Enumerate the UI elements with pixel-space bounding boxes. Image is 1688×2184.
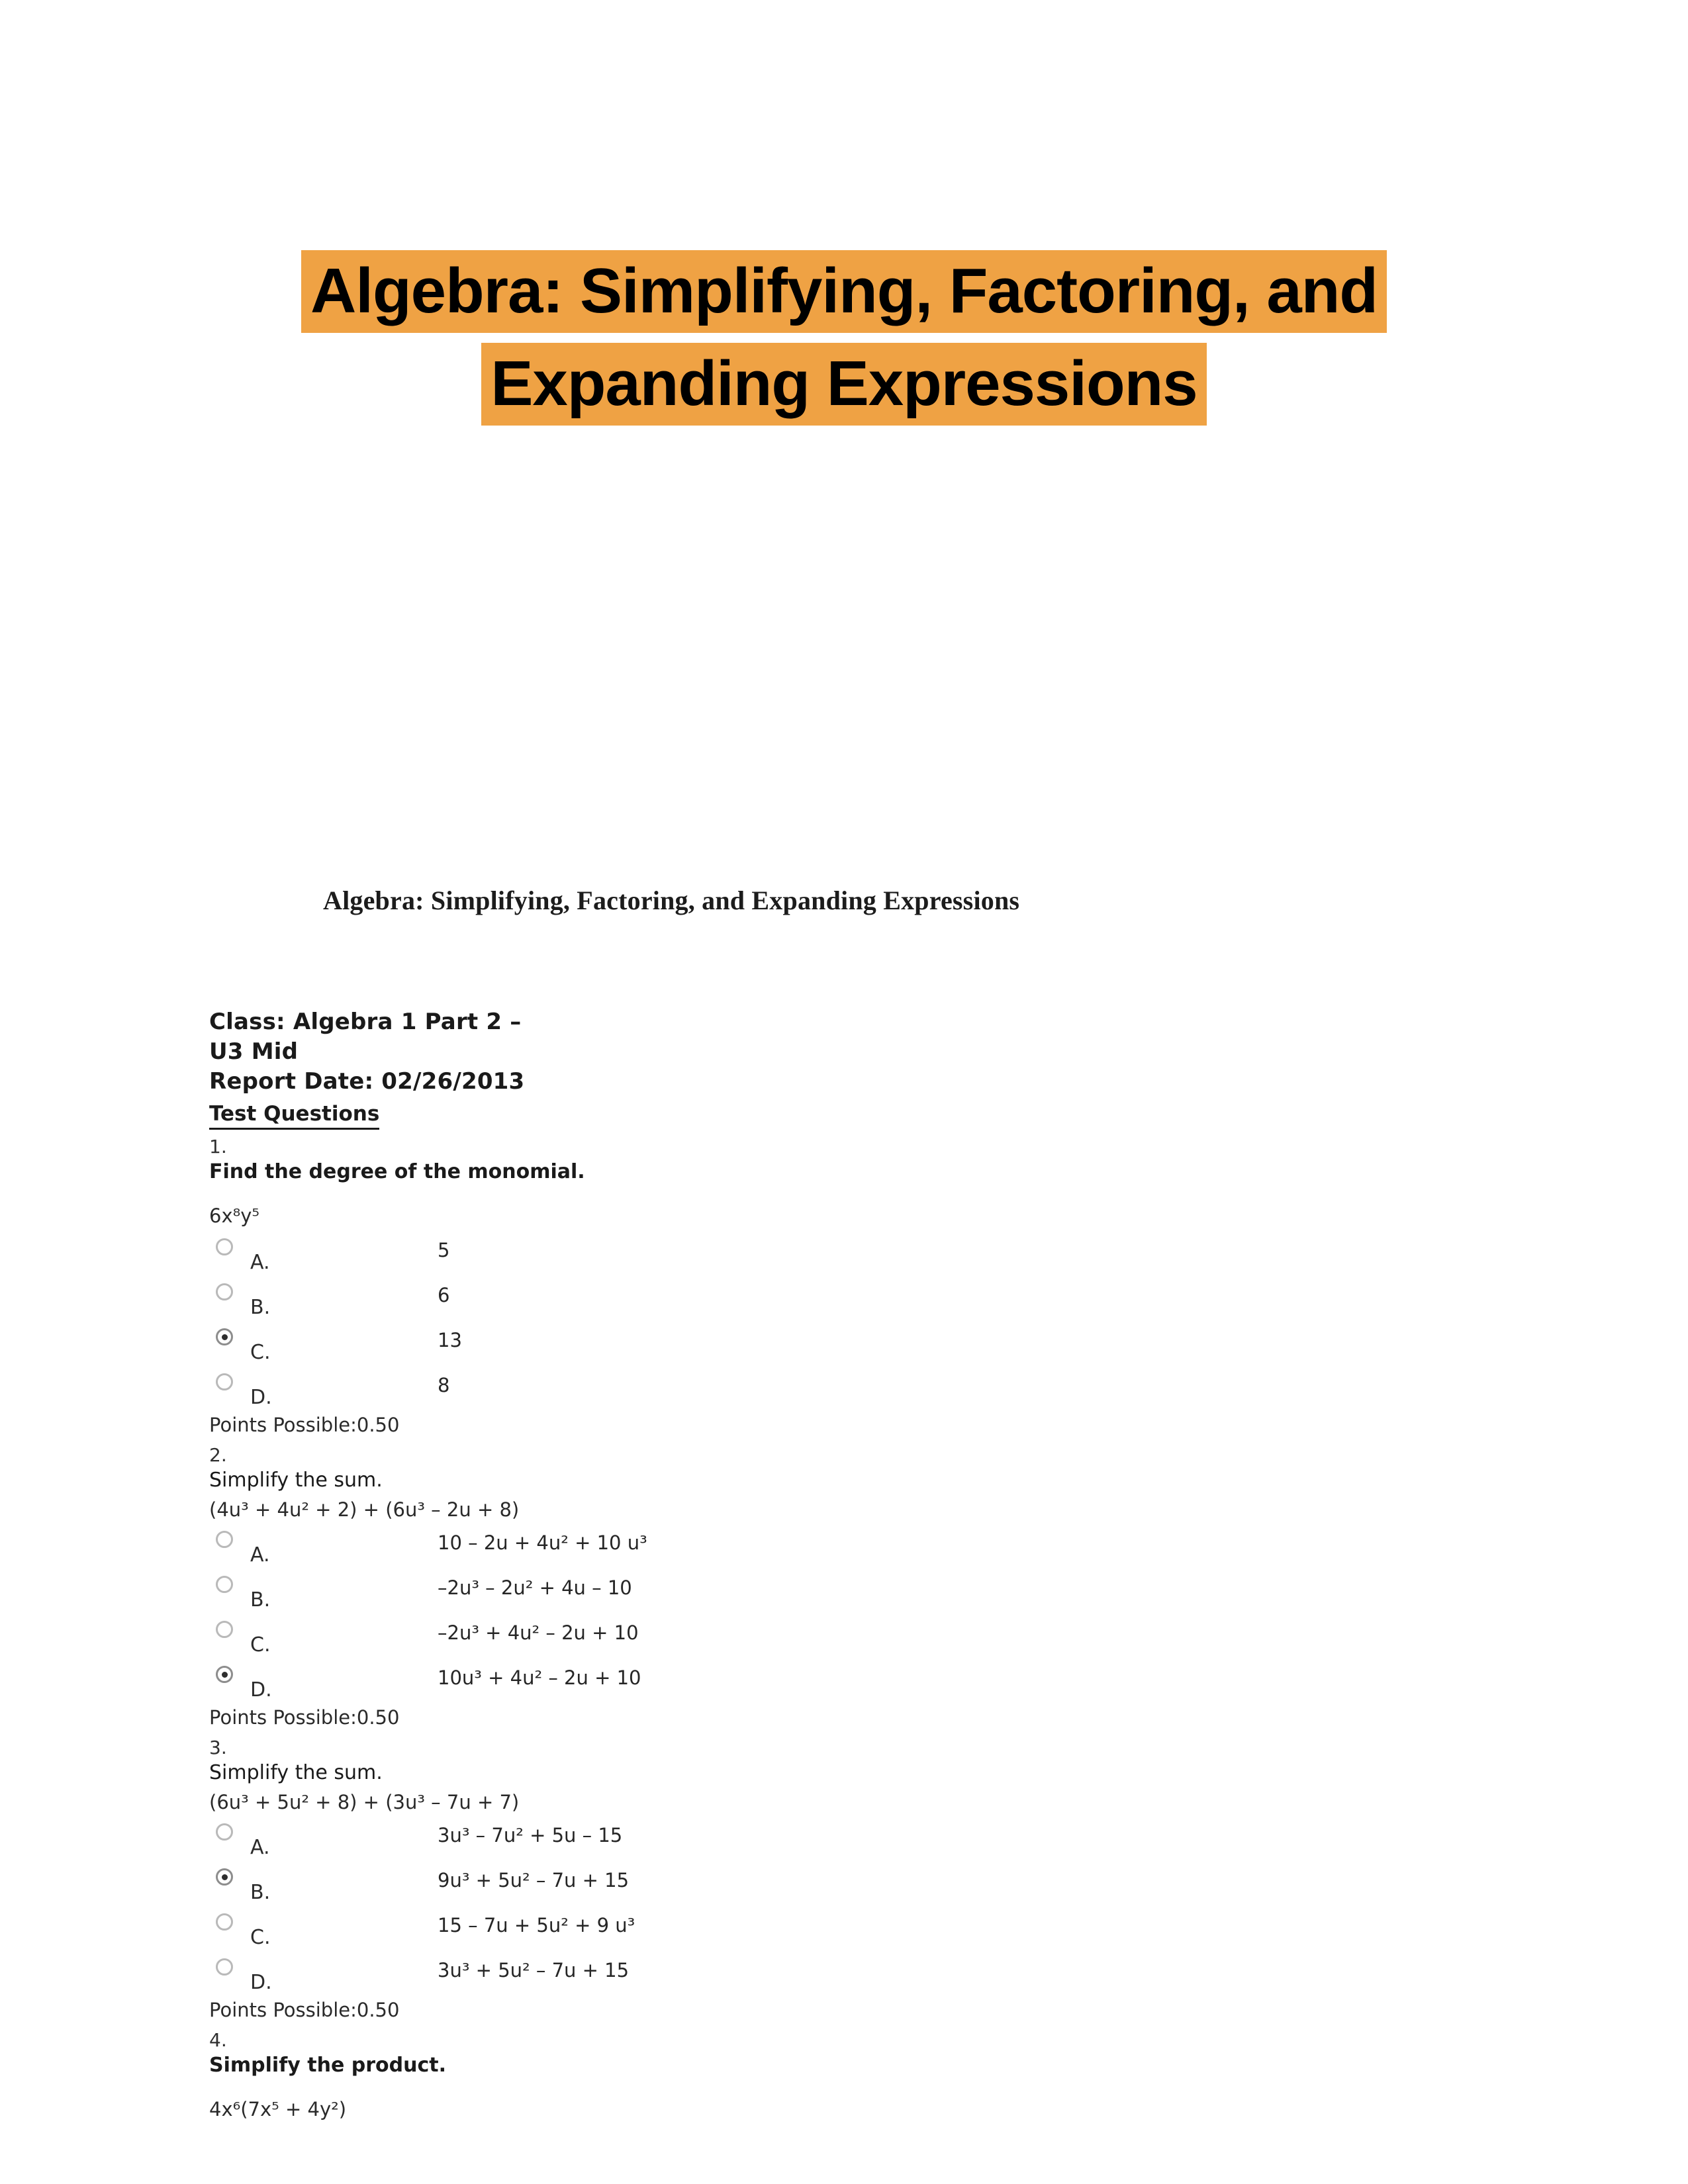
option-letter: A. (250, 1836, 270, 1859)
question-3-option-a[interactable] (209, 1818, 1467, 1863)
option-letter: B. (250, 1588, 271, 1612)
option-letter: A. (250, 1543, 270, 1567)
question-2-option-a[interactable] (209, 1525, 1467, 1570)
radio-button-icon[interactable] (216, 1238, 233, 1255)
question-1-option-a[interactable] (209, 1233, 1467, 1278)
report-date-line: Report Date: 02/26/2013 (209, 1068, 525, 1095)
question-1-option-d[interactable] (209, 1368, 1467, 1413)
document-heading: Algebra: Simplifying, Factoring, and Expanding Expressions (323, 886, 1020, 915)
radio-button-icon[interactable] (216, 1576, 233, 1593)
radio-button-selected-icon[interactable] (216, 1868, 233, 1886)
radio-button-icon[interactable] (216, 1913, 233, 1931)
radio-button-selected-icon[interactable] (216, 1666, 233, 1683)
radio-button-icon[interactable] (216, 1823, 233, 1841)
option-letter: C. (250, 1926, 271, 1949)
radio-button-icon[interactable] (216, 1531, 233, 1548)
question-2-expression: (4u³ + 4u² + 2) + (6u³ – 2u + 8) (209, 1498, 520, 1521)
option-value: 13 (438, 1329, 462, 1351)
option-value: 15 – 7u + 5u² + 9 u³ (438, 1914, 635, 1936)
option-letter: B. (250, 1881, 271, 1904)
question-3-option-b[interactable] (209, 1863, 1467, 1908)
class-line-2: U3 Mid (209, 1038, 299, 1065)
question-1 (209, 1135, 1467, 1438)
option-value: –2u³ + 4u² – 2u + 10 (438, 1621, 639, 1644)
question-2-points: Points Possible:0.50 (209, 1706, 400, 1729)
option-value: 6 (438, 1284, 450, 1306)
option-letter: C. (250, 1633, 271, 1657)
radio-button-selected-icon[interactable] (216, 1328, 233, 1345)
question-2-option-c[interactable] (209, 1615, 1467, 1661)
option-letter: D. (250, 1386, 272, 1409)
question-2 (209, 1443, 1467, 1731)
question-2-options (209, 1525, 1467, 1706)
question-3-number: 3. (209, 1737, 227, 1758)
question-4 (209, 2028, 1467, 2122)
option-letter: A. (250, 1251, 270, 1274)
question-2-number: 2. (209, 1444, 227, 1466)
question-4-expression: 4x⁶(7x⁵ + 4y²) (209, 2098, 347, 2120)
question-2-option-d[interactable] (209, 1661, 1467, 1706)
cover-title-line-1-text: Algebra: Simplifying, Factoring, and (301, 250, 1387, 333)
option-letter: B. (250, 1296, 271, 1319)
radio-button-icon[interactable] (216, 1283, 233, 1300)
question-2-option-b[interactable] (209, 1570, 1467, 1615)
document-body (209, 1007, 1467, 2126)
question-3-points: Points Possible:0.50 (209, 1999, 400, 2021)
question-1-expression: 6x⁸y⁵ (209, 1205, 260, 1227)
option-letter: D. (250, 1678, 272, 1702)
radio-button-icon[interactable] (216, 1958, 233, 1976)
option-letter: C. (250, 1341, 271, 1364)
test-questions-label: Test Questions (209, 1101, 379, 1130)
cover-title-line-1 (0, 245, 1688, 338)
option-letter: D. (250, 1971, 272, 1994)
question-3-option-d[interactable] (209, 1953, 1467, 1998)
radio-button-icon[interactable] (216, 1621, 233, 1638)
option-value: 8 (438, 1374, 450, 1396)
question-3-options (209, 1818, 1467, 1998)
question-1-options (209, 1233, 1467, 1413)
option-value: 3u³ – 7u² + 5u – 15 (438, 1824, 623, 1846)
option-value: 3u³ + 5u² – 7u + 15 (438, 1959, 630, 1981)
question-1-number: 1. (209, 1136, 227, 1158)
question-3-expression: (6u³ + 5u² + 8) + (3u³ – 7u + 7) (209, 1791, 520, 1813)
question-4-number: 4. (209, 2029, 227, 2051)
option-value: 10u³ + 4u² – 2u + 10 (438, 1666, 641, 1689)
question-1-prompt: Find the degree of the monomial. (209, 1160, 585, 1183)
radio-button-icon[interactable] (216, 1373, 233, 1390)
option-value: 9u³ + 5u² – 7u + 15 (438, 1869, 630, 1891)
scanned-document (0, 854, 1688, 2184)
question-1-option-b[interactable] (209, 1278, 1467, 1323)
cover-title-line-2 (0, 338, 1688, 430)
cover-title (0, 245, 1688, 430)
question-2-prompt: Simplify the sum. (209, 1469, 383, 1492)
question-1-points: Points Possible:0.50 (209, 1414, 400, 1436)
cover-title-line-2-text: Expanding Expressions (481, 343, 1206, 426)
question-3-option-c[interactable] (209, 1908, 1467, 1953)
question-3 (209, 1736, 1467, 2023)
option-value: 10 – 2u + 4u² + 10 u³ (438, 1531, 647, 1554)
question-3-prompt: Simplify the sum. (209, 1761, 383, 1784)
question-1-option-c[interactable] (209, 1323, 1467, 1368)
class-line-1: Class: Algebra 1 Part 2 – (209, 1009, 522, 1035)
option-value: –2u³ – 2u² + 4u – 10 (438, 1576, 632, 1599)
question-4-prompt: Simplify the product. (209, 2054, 446, 2077)
option-value: 5 (438, 1239, 450, 1261)
